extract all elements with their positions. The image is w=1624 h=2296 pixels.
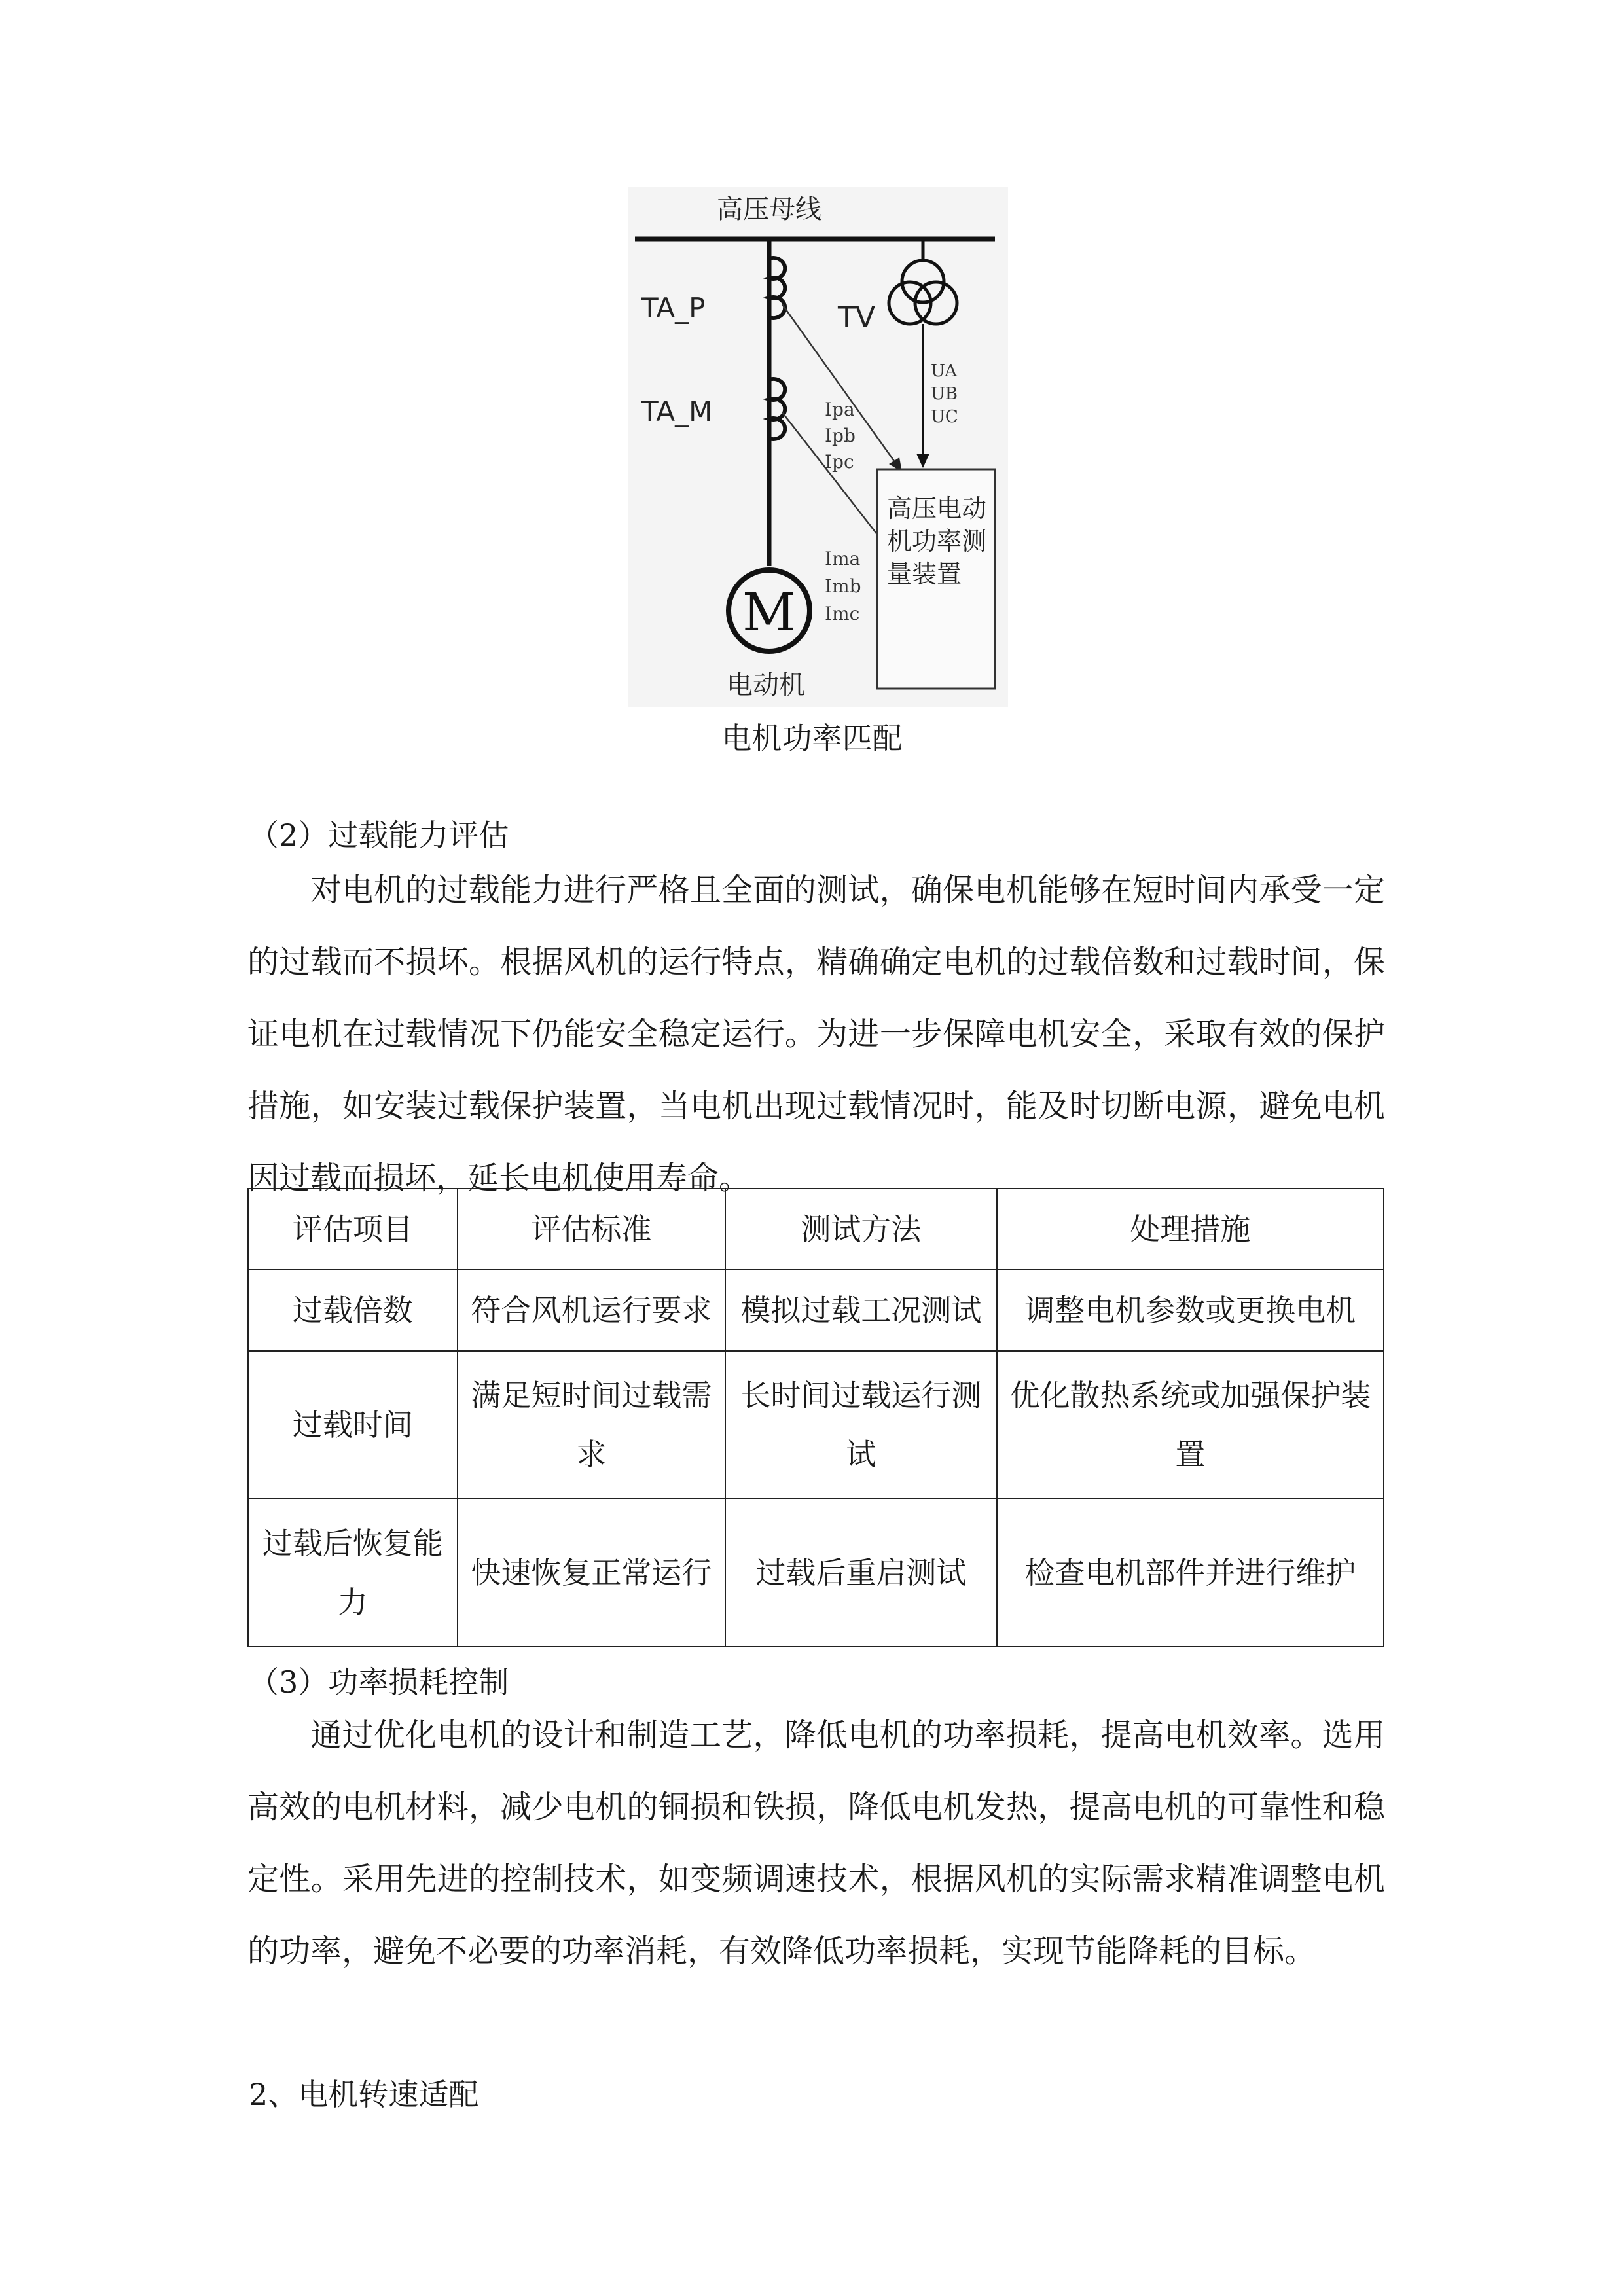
table-header-cell: 评估标准 xyxy=(458,1189,726,1270)
motor-label: 电动机 xyxy=(727,670,805,700)
table-cell: 过载时间 xyxy=(248,1351,458,1499)
table-cell: 满足短时间过载需求 xyxy=(458,1351,726,1499)
paragraph-overload-text: 对电机的过载能力进行严格且全面的测试，确保电机能够在短时间内承受一定的过载而不损坏。根据风机的运行特点，精确确定电机的过载倍数和过载时间，保证电机在过载情况下仍能安全稳定运行。为进一步保障电机安全，采取有效的保护措施，如安装过载保护装置，当电机出现过载情况时，能及时切断电源，避免电机因过载而损坏，延长电机使用寿命。 xyxy=(247,872,1385,1196)
ta-m-label: TA_M xyxy=(641,395,713,427)
table-cell: 过载后重启测试 xyxy=(725,1499,997,1647)
table-header-row xyxy=(248,1189,1384,1270)
paragraph-overload xyxy=(247,854,1385,1214)
m-current-c: Imc xyxy=(825,603,860,624)
device-label-line-3: 量装置 xyxy=(887,560,962,588)
tv-label: TV xyxy=(838,301,875,334)
voltage-signal-c: UC xyxy=(931,407,958,427)
table-row xyxy=(248,1351,1384,1499)
voltage-signal-b: UB xyxy=(931,384,958,404)
table-cell: 长时间过载运行测试 xyxy=(725,1351,997,1499)
p-current-a: Ipa xyxy=(825,399,855,420)
voltage-signal-a: UA xyxy=(931,361,957,381)
power-measurement-diagram xyxy=(628,187,1008,707)
ta-p-label: TA_P xyxy=(641,292,706,324)
p-current-c: Ipc xyxy=(825,451,854,473)
table-header-cell: 处理措施 xyxy=(997,1189,1384,1270)
table-row xyxy=(248,1499,1384,1647)
device-label-line-1: 高压电动 xyxy=(887,494,987,523)
table-cell: 检查电机部件并进行维护 xyxy=(997,1499,1384,1647)
overload-evaluation-table xyxy=(247,1188,1384,1647)
device-label-line-2: 机功率测 xyxy=(887,527,987,556)
table-cell: 快速恢复正常运行 xyxy=(458,1499,726,1647)
busbar-label: 高压母线 xyxy=(717,194,821,224)
motor-symbol: M xyxy=(742,582,796,643)
m-current-a: Ima xyxy=(825,548,861,569)
paragraph-power-loss xyxy=(247,1699,1385,1987)
figure-caption: 电机功率匹配 xyxy=(721,721,903,756)
section-heading-overload: （2）过载能力评估 xyxy=(249,817,509,853)
table-cell: 过载倍数 xyxy=(248,1270,458,1351)
m-current-b: Imb xyxy=(825,575,861,597)
table-header-cell: 测试方法 xyxy=(725,1189,997,1270)
paragraph-power-loss-text: 通过优化电机的设计和制造工艺，降低电机的功率损耗，提高电机效率。选用高效的电机材料，减少电机的铜损和铁损，降低电机发热，提高电机的可靠性和稳定性。采用先进的控制技术，如变频调速技术，根据风机的实际需求精准调整电机的功率，避免不必要的功率消耗，有效降低功率损耗，实现节能降耗的目标。 xyxy=(247,1717,1385,1969)
table-cell: 符合风机运行要求 xyxy=(458,1270,726,1351)
table-header-cell: 评估项目 xyxy=(248,1189,458,1270)
p-current-b: Ipb xyxy=(825,425,856,446)
table-cell: 模拟过载工况测试 xyxy=(725,1270,997,1351)
section-heading-speed-matching: 2、电机转速适配 xyxy=(249,2077,479,2112)
section-heading-power-loss: （3）功率损耗控制 xyxy=(249,1664,509,1700)
table-cell: 过载后恢复能力 xyxy=(248,1499,458,1647)
table-row xyxy=(248,1270,1384,1351)
table-cell: 优化散热系统或加强保护装置 xyxy=(997,1351,1384,1499)
table-cell: 调整电机参数或更换电机 xyxy=(997,1270,1384,1351)
